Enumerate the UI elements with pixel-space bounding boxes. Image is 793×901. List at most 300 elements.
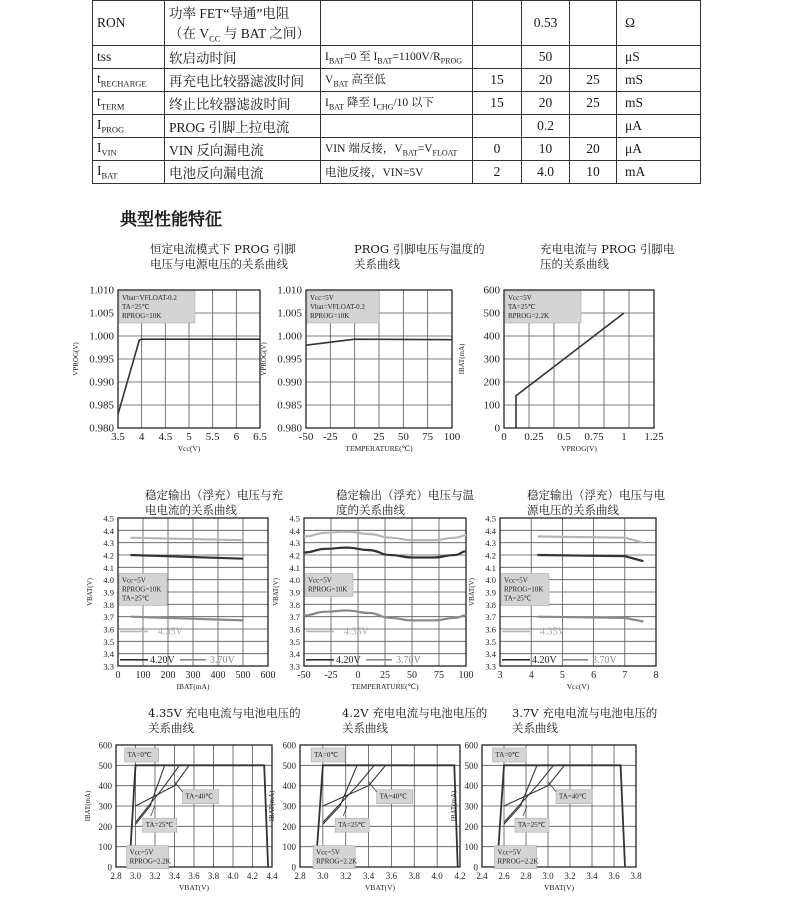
series-label: 4.20V	[150, 654, 175, 666]
x-tick-label: 50	[397, 431, 409, 443]
x-tick-label: 3	[497, 670, 503, 681]
y-tick-label: 3.3	[289, 661, 300, 672]
x-tick-label: 3.8	[207, 871, 220, 881]
chart-3	[458, 284, 674, 462]
y-tick-label: 200	[98, 821, 112, 832]
chart-title	[150, 242, 296, 272]
x-tick-label: 3.2	[149, 871, 161, 881]
y-tick-label: 4.0	[289, 575, 300, 586]
y-tick-label: 1.000	[89, 330, 114, 343]
param-unit: mA	[617, 160, 701, 183]
chart-title	[342, 706, 487, 736]
x-axis-label: Vcc(V)	[177, 444, 201, 453]
series-line	[537, 537, 643, 543]
chart-title-line: 充电电流与 PROG 引脚电	[540, 242, 675, 256]
chart-4	[86, 514, 288, 700]
y-tick-label: 600	[282, 740, 296, 751]
x-tick-label: 75	[422, 431, 434, 443]
param-symbol: tss	[93, 45, 165, 68]
param-min	[473, 114, 522, 137]
legend-text: RPROG=10K	[504, 585, 544, 594]
legend-text: RPROG=2.2K	[497, 857, 539, 866]
param-min: 15	[473, 91, 522, 114]
x-tick-label: 3.0	[317, 871, 329, 881]
y-tick-label: 4.3	[103, 538, 114, 549]
param-condition	[321, 114, 473, 137]
x-axis-label: VBAT(V)	[544, 883, 574, 892]
x-tick-label: 2.8	[110, 871, 122, 881]
series-label: 4.35V	[540, 626, 565, 638]
y-tick-label: 400	[98, 781, 112, 792]
y-tick-label: 4.2	[289, 550, 300, 561]
param-max	[570, 1, 617, 46]
x-tick-label: 6.5	[253, 431, 267, 443]
param-typ: 20	[522, 68, 570, 91]
x-tick-label: 3.4	[586, 871, 598, 881]
param-max	[570, 114, 617, 137]
x-tick-label: 6	[233, 431, 240, 443]
legend-text: RPROG=10K	[310, 312, 350, 320]
x-tick-label: -25	[324, 670, 338, 681]
x-tick-label: 8	[653, 670, 659, 681]
series-line	[504, 765, 554, 822]
chart-title-line: 关系曲线	[342, 721, 388, 735]
x-tick-label: -25	[322, 431, 338, 443]
x-tick-label: 0	[501, 431, 507, 443]
y-tick-label: 1.005	[89, 307, 114, 320]
y-tick-label: 0.995	[277, 353, 302, 366]
y-tick-label: 0	[107, 862, 112, 873]
series-label: 4.20V	[336, 654, 361, 666]
param-symbol: $I_{BAT}$	[93, 160, 165, 183]
y-tick-label: 3.8	[103, 599, 114, 610]
y-tick-label: 4.5	[485, 513, 496, 524]
series-line	[323, 765, 357, 824]
legend-text: TA=0℃	[127, 751, 152, 759]
y-tick-label: 500	[483, 307, 500, 320]
x-tick-label: 100	[135, 670, 151, 681]
y-tick-label: 200	[282, 821, 296, 832]
table-row	[93, 68, 701, 91]
param-description: PROG 引脚上拉电流	[165, 114, 321, 137]
chart-title-line: 关系曲线	[354, 257, 400, 271]
legend-text: TA=40℃	[185, 792, 214, 801]
x-tick-label: 4	[528, 670, 534, 681]
param-condition: $V_{BAT}$ 高至低	[321, 68, 473, 91]
param-max: 20	[570, 137, 617, 160]
annotation-pointer	[369, 782, 377, 792]
x-tick-label: 0	[115, 670, 121, 681]
x-tick-label: 3.2	[564, 871, 576, 881]
param-description: 功率 FET“导通”电阻 （在 $V_{CC}$ 与 BAT 之间）	[165, 1, 321, 46]
x-tick-label: 2.4	[476, 871, 488, 881]
param-symbol: $I_{VIN}$	[93, 137, 165, 160]
legend-text: Vcc=5V	[308, 576, 332, 585]
x-tick-label: 300	[185, 670, 201, 681]
legend-text: TA=25℃	[504, 594, 532, 603]
y-axis-label: VPROG(V)	[72, 342, 80, 376]
y-tick-label: 200	[464, 821, 478, 832]
legend-text: TA=25℃	[122, 303, 150, 311]
table-row	[93, 91, 701, 114]
chart-title	[148, 706, 301, 736]
y-tick-label: 300	[483, 353, 500, 366]
y-tick-label: 0	[494, 422, 500, 435]
chart-title-line: 稳定输出（浮充）电压与温	[336, 488, 474, 502]
chart-6	[468, 514, 676, 700]
param-description: 电池反向漏电流	[165, 160, 321, 183]
y-tick-label: 3.8	[289, 599, 300, 610]
legend-text: TA=0℃	[495, 751, 520, 759]
chart-title	[540, 242, 674, 272]
series-line	[537, 555, 643, 561]
series-label: 4.35V	[344, 626, 369, 638]
legend-text: Vcc=5V	[508, 294, 532, 302]
param-description: VIN 反向漏电流	[165, 137, 321, 160]
chart-title-line: PROG 引脚电压与温度的	[354, 242, 485, 256]
param-max	[570, 45, 617, 68]
annotation-pointer	[523, 806, 527, 816]
x-tick-label: 400	[210, 670, 226, 681]
chart-9	[446, 741, 656, 901]
x-tick-label: 3.0	[129, 871, 142, 881]
table-row	[93, 137, 701, 160]
x-axis-label: TEMPERATURE(℃)	[351, 682, 419, 691]
x-tick-label: 3.8	[408, 871, 420, 881]
x-axis-label: TEMPERATURE(℃)	[345, 444, 413, 453]
y-tick-label: 3.5	[103, 636, 114, 647]
chart-2	[260, 284, 472, 462]
y-tick-label: 3.4	[485, 649, 496, 660]
legend-text: TA=40℃	[559, 792, 587, 801]
x-tick-label: 50	[407, 670, 417, 681]
param-unit: Ω	[617, 1, 701, 46]
y-tick-label: 1.010	[277, 284, 302, 297]
y-tick-label: 0.995	[89, 353, 114, 366]
legend-text: TA=25℃	[518, 821, 546, 830]
x-tick-label: 3.4	[362, 871, 375, 881]
param-symbol: RON	[93, 1, 165, 46]
legend-text: Vcc=5V	[504, 576, 528, 585]
legend-text: TA=0℃	[314, 751, 339, 759]
y-tick-label: 200	[483, 376, 500, 389]
legend-text: Vcc=5V	[497, 848, 522, 857]
y-tick-label: 300	[282, 801, 296, 812]
param-typ: 20	[522, 91, 570, 114]
y-tick-label: 4.2	[103, 550, 114, 561]
x-tick-label: 200	[160, 670, 176, 681]
legend-text: TA=25℃	[338, 821, 366, 830]
legend-text: RPROG=10K	[122, 585, 162, 594]
series-line	[537, 617, 643, 622]
legend-text: Vbat=VFLOAT-0.2	[122, 294, 177, 302]
param-min	[473, 1, 522, 46]
x-tick-label: 500	[235, 670, 251, 681]
y-tick-label: 3.6	[103, 624, 114, 635]
y-tick-label: 4.5	[289, 513, 300, 524]
chart-title-line: 稳定输出（浮充）电压与充	[145, 488, 283, 502]
param-description: 软启动时间	[165, 45, 321, 68]
y-tick-label: 500	[98, 760, 112, 771]
x-axis-label: VBAT(V)	[365, 883, 395, 892]
x-tick-label: 1.25	[644, 431, 664, 443]
y-tick-label: 4.4	[103, 525, 114, 536]
y-tick-label: 4.1	[289, 562, 300, 573]
param-symbol: $t_{TERM}$	[93, 91, 165, 114]
series-line	[136, 765, 180, 822]
y-tick-label: 3.4	[103, 649, 114, 660]
y-tick-label: 3.9	[485, 587, 496, 598]
y-tick-label: 4.3	[485, 538, 496, 549]
x-tick-label: 0.75	[584, 431, 604, 443]
x-tick-label: 5	[559, 670, 565, 681]
series-label: 3.70V	[396, 654, 421, 666]
legend-text: RPROG=2.2K	[508, 312, 550, 320]
x-tick-label: -50	[297, 670, 311, 681]
series-line	[131, 538, 244, 541]
y-tick-label: 3.7	[485, 612, 496, 623]
series-line	[323, 765, 374, 822]
param-max: 25	[570, 91, 617, 114]
param-condition: $I_{BAT}$ 降至 $I_{CHG}/10$ 以下	[321, 91, 473, 114]
y-tick-label: 400	[464, 781, 478, 792]
x-tick-label: 5	[186, 431, 192, 443]
x-tick-label: 6	[591, 670, 597, 681]
series-line	[131, 555, 244, 559]
param-unit: mS	[617, 91, 701, 114]
x-tick-label: 4.5	[158, 431, 173, 443]
param-typ: 50	[522, 45, 570, 68]
y-tick-label: 100	[282, 842, 296, 853]
param-min: 0	[473, 137, 522, 160]
y-tick-label: 100	[98, 842, 112, 853]
y-tick-label: 4.1	[103, 562, 114, 573]
param-max: 10	[570, 160, 617, 183]
param-unit: μS	[617, 45, 701, 68]
chart-title	[512, 706, 657, 736]
y-tick-label: 1.005	[277, 307, 302, 320]
x-tick-label: 0.25	[524, 431, 544, 443]
y-tick-label: 3.8	[485, 599, 496, 610]
legend-text: RPROG=10K	[308, 585, 348, 594]
section-title: 典型性能特征	[120, 210, 222, 230]
chart-title-line: 压的关系曲线	[540, 257, 609, 271]
series-line	[136, 765, 165, 824]
param-condition: VIN 端反接，$V_{BAT}=V_{FLOAT}$	[321, 137, 473, 160]
x-tick-label: 1	[621, 431, 627, 443]
chart-title-line: 关系曲线	[148, 721, 194, 735]
legend-text: Vcc=5V	[310, 294, 334, 302]
data-line	[516, 313, 624, 428]
y-axis-label: IBAT(mA)	[458, 343, 466, 375]
y-tick-label: 4.4	[289, 525, 300, 536]
chart-title-line: 度的关系曲线	[336, 503, 405, 517]
table-row	[93, 160, 701, 183]
legend-text: RPROG=10K	[122, 312, 162, 320]
x-axis-label: IBAT(mA)	[176, 682, 210, 691]
param-symbol: $t_{RECHARGE}$	[93, 68, 165, 91]
param-max: 25	[570, 68, 617, 91]
x-tick-label: 3.4	[168, 871, 181, 881]
table-row	[93, 45, 701, 68]
y-tick-label: 0	[291, 862, 296, 873]
x-tick-label: 3.6	[188, 871, 200, 881]
y-tick-label: 1.010	[89, 284, 114, 297]
legend-text: TA=40℃	[379, 792, 408, 801]
x-tick-label: 100	[443, 431, 461, 443]
y-axis-label: VBAT(V)	[272, 578, 280, 606]
series-label: 4.35V	[158, 626, 183, 638]
series-line	[504, 765, 537, 824]
x-tick-label: 2.8	[294, 871, 306, 881]
param-min: 2	[473, 160, 522, 183]
x-tick-label: 0	[351, 431, 358, 443]
x-axis-label: VPROG(V)	[561, 444, 597, 453]
table-row	[93, 114, 701, 137]
param-typ: 0.2	[522, 114, 570, 137]
legend-text: Vcc=5V	[129, 848, 154, 857]
x-tick-label: 3.2	[340, 871, 352, 881]
y-tick-label: 600	[464, 740, 478, 751]
chart-title-line: 电电流的关系曲线	[145, 503, 237, 517]
y-tick-label: 3.6	[289, 624, 300, 635]
chart-title-line: 稳定输出（浮充）电压与电	[527, 488, 665, 502]
y-tick-label: 0.980	[89, 422, 114, 435]
chart-title-line: 3.7V 充电电流与电池电压的	[512, 706, 658, 720]
y-tick-label: 3.9	[103, 587, 114, 598]
x-tick-label: 25	[380, 670, 390, 681]
x-tick-label: 4.4	[266, 871, 278, 881]
y-tick-label: 0.985	[89, 399, 114, 412]
x-tick-label: 600	[260, 670, 276, 681]
series-label: 3.70V	[210, 654, 235, 666]
legend-text: TA=25℃	[508, 303, 536, 311]
y-tick-label: 4.0	[485, 575, 496, 586]
chart-5	[266, 514, 486, 700]
y-axis-label: IBAT(mA)	[84, 790, 92, 822]
y-tick-label: 300	[464, 801, 478, 812]
x-tick-label: 4.0	[227, 871, 239, 881]
param-condition	[321, 1, 473, 46]
y-tick-label: 4.2	[485, 550, 496, 561]
x-tick-label: 5.5	[205, 431, 220, 443]
param-description: 终止比较器滤波时间	[165, 91, 321, 114]
param-min: 15	[473, 68, 522, 91]
legend-text: TA=25℃	[122, 594, 150, 603]
chart-1	[72, 284, 280, 462]
y-tick-label: 0.980	[277, 422, 302, 435]
x-tick-label: 2.6	[498, 871, 510, 881]
series-label: 4.20V	[532, 654, 557, 666]
x-tick-label: 3.5	[111, 431, 125, 443]
annotation-pointer	[175, 782, 183, 792]
y-tick-label: 3.4	[289, 649, 300, 660]
y-tick-label: 4.0	[103, 575, 114, 586]
legend-text: Vcc=5V	[122, 576, 146, 585]
chart-title-line: 关系曲线	[512, 721, 558, 735]
y-tick-label: 300	[98, 801, 112, 812]
x-tick-label: 3.0	[542, 871, 554, 881]
y-tick-label: 4.3	[289, 538, 300, 549]
param-unit: mS	[617, 68, 701, 91]
x-axis-label: VBAT(V)	[179, 883, 209, 892]
y-tick-label: 3.5	[289, 636, 300, 647]
x-tick-label: 2.8	[520, 871, 532, 881]
spec-table	[92, 0, 701, 184]
series-label: 3.70V	[592, 654, 617, 666]
param-typ: 0.53	[522, 1, 570, 46]
y-tick-label: 0	[473, 862, 478, 873]
param-symbol: $I_{PROG}$	[93, 114, 165, 137]
param-min	[473, 45, 522, 68]
y-tick-label: 600	[483, 284, 500, 297]
chart-title	[354, 242, 485, 272]
y-tick-label: 3.9	[289, 587, 300, 598]
x-tick-label: 3.6	[608, 871, 620, 881]
y-axis-label: IBAT(mA)	[450, 790, 458, 822]
legend-text: TA=25℃	[145, 821, 174, 830]
x-tick-label: 7	[622, 670, 628, 681]
x-tick-label: 4.2	[246, 871, 259, 881]
param-description: 再充电比较器滤波时间	[165, 68, 321, 91]
legend-text: RPROG=2.2K	[129, 857, 171, 866]
y-tick-label: 500	[464, 760, 478, 771]
chart-title-line: 4.35V 充电电流与电池电压的	[148, 706, 301, 720]
y-tick-label: 100	[464, 842, 478, 853]
x-tick-label: 3.6	[385, 871, 398, 881]
x-tick-label: 4	[138, 431, 145, 443]
x-tick-label: -50	[298, 431, 314, 443]
series-line	[131, 617, 244, 621]
y-axis-label: VBAT(V)	[468, 578, 476, 606]
y-axis-label: VBAT(V)	[86, 578, 94, 606]
y-tick-label: 3.5	[485, 636, 496, 647]
x-tick-label: 25	[373, 431, 385, 443]
x-tick-label: 4.2	[454, 871, 466, 881]
y-tick-label: 3.3	[485, 661, 496, 672]
y-tick-label: 0.990	[277, 376, 302, 389]
x-tick-label: 4.0	[431, 871, 443, 881]
param-typ: 4.0	[522, 160, 570, 183]
y-tick-label: 500	[282, 760, 296, 771]
chart-title-line: 电压与电源电压的关系曲线	[150, 257, 288, 271]
annotation-pointer	[548, 782, 556, 792]
param-typ: 10	[522, 137, 570, 160]
legend-text: Vbat=VFLOAT-0.2	[310, 303, 365, 311]
chart-title-line: 4.2V 充电电流与电池电压的	[342, 706, 488, 720]
x-axis-label: Vcc(V)	[566, 682, 590, 691]
y-tick-label: 0.990	[89, 376, 114, 389]
param-unit: μA	[617, 137, 701, 160]
param-condition: $I_{BAT}=0$ 至 $I_{BAT}=1100V/R_{PROG}$	[321, 45, 473, 68]
y-tick-label: 100	[483, 399, 500, 412]
x-tick-label: 0.5	[557, 431, 571, 443]
y-tick-label: 1.000	[277, 330, 302, 343]
y-tick-label: 400	[282, 781, 296, 792]
chart-title-line: 源电压的关系曲线	[527, 503, 619, 517]
table-row	[93, 1, 701, 46]
y-tick-label: 3.7	[103, 612, 114, 623]
x-tick-label: 75	[434, 670, 444, 681]
param-unit: μA	[617, 114, 701, 137]
y-axis-label: IBAT(mA)	[268, 790, 276, 822]
y-tick-label: 3.6	[485, 624, 496, 635]
y-tick-label: 600	[98, 740, 112, 751]
chart-title-line: 恒定电流模式下 PROG 引脚	[150, 242, 296, 256]
y-axis-label: VPROG(V)	[260, 342, 268, 376]
legend-text: RPROG=2.2K	[316, 857, 358, 866]
chart-7	[80, 741, 292, 901]
